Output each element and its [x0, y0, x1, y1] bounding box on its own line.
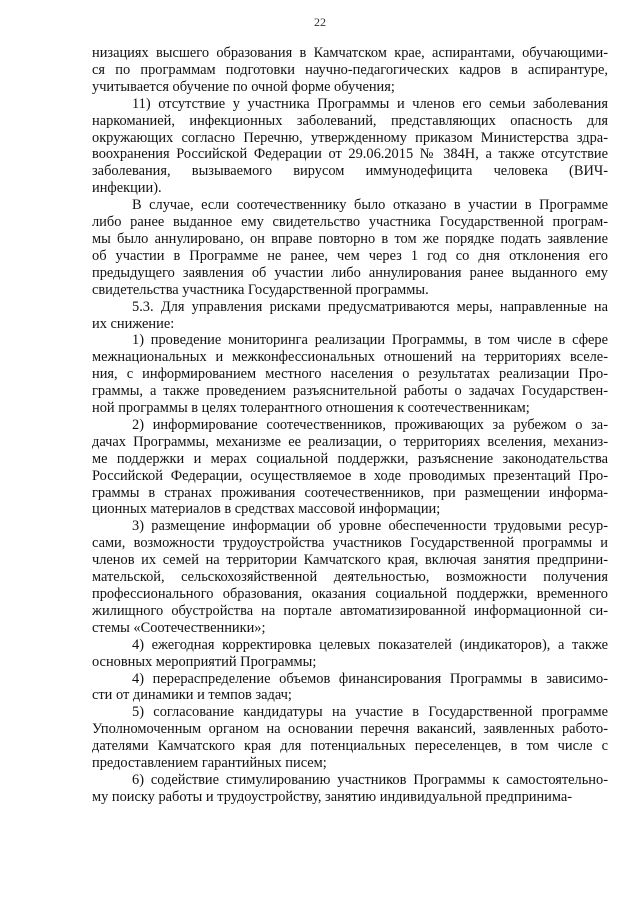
- paragraph: [92, 332, 608, 417]
- text-line: дачах Программы, механизме ее реализации, о территориях вселения, механиз-: [92, 433, 608, 450]
- text-line: 11) отсутствие у участника Программы и членов его семьи заболевания: [132, 95, 608, 112]
- text-line: ме поддержки и мерах социальной поддержки, разъяснение законодательства: [92, 450, 608, 467]
- paragraph: [92, 197, 608, 298]
- text-line: дателями Камчатского края для потенциальных переселенцев, в том числе с: [92, 738, 608, 755]
- text-line: предыдущего заявления об участии либо аннулирования ранее выданного ему: [92, 264, 608, 281]
- text-line: либо ранее выданное ему свидетельство участника Государственной програм-: [92, 214, 608, 231]
- text-line: 5) согласование кандидатуры на участие в Государственной программе: [132, 704, 608, 721]
- paragraph: [92, 518, 608, 636]
- text-line: учитывается обучение по очной форме обучения;: [92, 78, 395, 95]
- paragraph: [92, 637, 608, 671]
- paragraph: [92, 704, 608, 772]
- page-number: 22: [314, 15, 326, 29]
- text-line: окружающих согласно Перечню, утвержденному приказом Министерства здра-: [92, 129, 608, 146]
- text-line: жилищного обустройства на портале автоматизированной информационной си-: [92, 602, 608, 619]
- paragraph: [92, 45, 608, 96]
- text-line: основных мероприятий Программы;: [92, 653, 317, 670]
- text-line: Уполномоченным органом на основании перечня вакансий, заявленных работо-: [92, 721, 608, 738]
- text-line: мы было аннулировано, он вправе повторно в том же порядке подать заявление: [92, 230, 608, 247]
- text-line: 1) проведение мониторинга реализации Программы, в том числе в сфере: [132, 332, 608, 349]
- document-body: [92, 45, 608, 806]
- text-line: воохранения Российской Федерации от 29.06.2015 № 384Н, а также отсутствие: [92, 146, 608, 163]
- paragraph: [92, 671, 608, 705]
- text-line: заболевания, вызываемого вирусом иммунодефицита человека (ВИЧ-: [92, 163, 608, 180]
- text-line: 4) ежегодная корректировка целевых показателей (индикаторов), а также: [132, 636, 608, 653]
- text-line: ния, с информированием местного населения о результатах реализации Про-: [92, 366, 608, 383]
- text-line: членов их семей на территории Камчатского края, включая занятия предприни-: [92, 552, 608, 569]
- text-line: стемы «Соотечественники»;: [92, 619, 266, 636]
- text-line: ной программы в целях толерантного отношения к соотечественникам;: [92, 400, 530, 417]
- text-line: 4) перераспределение объемов финансирования Программы в зависимо-: [132, 670, 608, 687]
- text-line: низациях высшего образования в Камчатском крае, аспирантами, обучающими-: [92, 45, 608, 61]
- text-line: межнациональных и межконфессиональных отношений на территориях вселе-: [92, 349, 608, 366]
- text-line: их снижение:: [92, 315, 175, 332]
- text-line: мательской, сельскохозяйственной деятельностью, возможности получения: [92, 569, 608, 586]
- text-line: свидетельства участника Государственной программы.: [92, 281, 429, 298]
- text-line: граммы, а также проведением разъяснительной работы о задачах Государствен-: [92, 383, 608, 400]
- text-line: му поиску работы и трудоустройству, занятию индивидуальной предпринима-: [92, 788, 573, 805]
- text-line: сами, возможности трудоустройства участников Государственной программы и: [92, 535, 608, 552]
- paragraph: [92, 417, 608, 518]
- text-line: 5.3. Для управления рисками предусматриваются меры, направленные на: [132, 298, 608, 315]
- text-line: ся по программам подготовки научно-педагогических кадров в аспирантуре,: [92, 61, 608, 78]
- paragraph: [92, 772, 608, 806]
- text-line: наркоманией, инфекционных заболеваний, представляющих опасность для: [92, 112, 608, 129]
- text-line: инфекции).: [92, 180, 162, 197]
- text-line: ционных материалов в средствах массовой информации;: [92, 501, 441, 518]
- paragraph: [92, 96, 608, 197]
- text-line: граммы в странах проживания соотечественников, при размещении информа-: [92, 484, 608, 501]
- text-line: 6) содействие стимулированию участников Программы к самостоятельно-: [132, 771, 608, 788]
- text-line: 2) информирование соотечественников, проживающих за рубежом о за-: [132, 416, 608, 433]
- paragraph: [92, 299, 608, 333]
- text-line: сти от динамики и темпов задач;: [92, 687, 292, 704]
- text-line: об участии в Программе не ранее, чем через 1 год со дня отклонения его: [92, 247, 608, 264]
- text-line: предоставлением гарантийных писем;: [92, 755, 327, 772]
- text-line: Российской Федерации, осуществляемое в ходе проводимых презентаций Про-: [92, 467, 608, 484]
- text-line: профессионального образования, оказания социальной поддержки, временного: [92, 586, 608, 602]
- text-line: 3) размещение информации об уровне обеспеченности трудовыми ресур-: [132, 518, 608, 535]
- text-line: В случае, если соотечественнику было отказано в участии в Программе: [132, 197, 608, 214]
